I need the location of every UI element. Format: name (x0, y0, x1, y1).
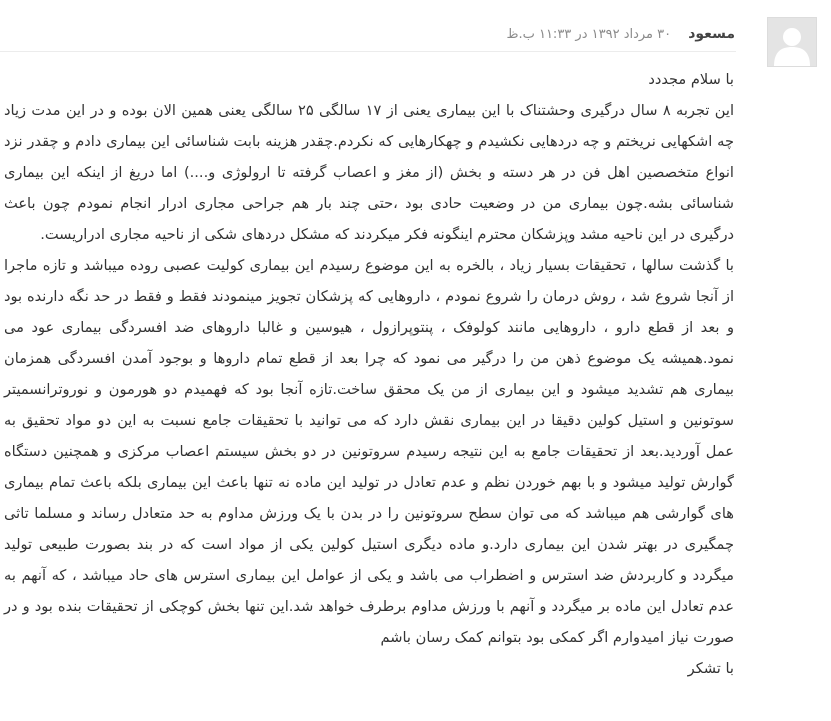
comment-closing: با تشکر (687, 660, 734, 677)
avatar-silhouette-icon (768, 18, 816, 66)
comment-greeting: با سلام مجددد (648, 71, 734, 88)
comment-divider (0, 51, 736, 52)
comment-date[interactable]: ۳۰ مرداد ۱۳۹۲ در ۱۱:۳۳ ب.ظ (506, 27, 672, 42)
comment-author[interactable]: مسعود (688, 26, 735, 42)
comment-paragraph: این تجربه ۸ سال درگیری وحشتناک با این بیماری یعنی از ۱۷ سالگی ۲۵ سالگی یعنی همین الان بوده و در این مدت زیاد چه اشکهایی نریختم و چه دردهایی نکشیدم و چهکارهایی که نکردم.چقدر هزینه بابت شناسائی این بیماری دادم و چقدر نزد انواع متخصصین اهل فن در هر دسته و بخش (از مغز و اعصاب گرفته تا ارولوژی و....) اما دریغ از اینکه این بیماری شناسائی بشه.چون بیماری من در وضعیت حادی بود ،حتی چند بار هم جراحی مجاری ادرار انجام نمودم چون باعث درگیری در این ناحیه مشد وپزشکان محترم اینگونه فکر میکردند که مشکل دردهای شکی از ناحیه مجاری ادراریست. (4, 102, 734, 243)
comment-body (4, 64, 734, 684)
comment-paragraph: با گذشت سالها ، تحقیقات بسیار زیاد ، بالخره به این موضوع رسیدم این بیماری کولیت عصبی روده میباشد و تازه ماجرا از آنجا شروع شد ، روش درمان را شروع نمودم ، داروهایی که پزشکان تجویز مینمودند فقط و فقط در حد نگه دارنده بود و بعد از قطع دارو ، داروهایی مانند کولوفک ، پنتوپرازول ، هیوسین و غالبا داروهای ضد افسردگی بیماری عود می نمود.همیشه یک موضوع ذهن من را درگیر می نمود که چرا بعد از قطع تمام داروها و بوجود آمدن افسردگی همزمان بیماری هم تشدید میشود و این بیماری از من یک محقق ساخت.تازه آنجا بود که فهمیدم دو هورمون و نوروترانسمیتر سوتونین و استیل کولین دقیقا در این بیماری نقش دارد که می توانید با تحقیقات جامع نسبت به این دو مواد تحقیق به عمل آوردید.بعد از تحقیقات جامع به این نتیجه رسیدم سروتونین در دو بخش سیستم اعصاب مرکزی و همچنین دستگاه گوارش تولید میشود و با بهم خوردن نظم و عدم تعادل در تولید این ماده نه تنها باعث این بیماری بلکه باعث تمام بیماری های گوارشی هم میباشد که می توان سطح سروتونین را در بدن با یک ورزش مداوم به حد متعادل رساند و مسلما تاثی چمگیری در بهتر شدن این بیماری دارد.و ماده دیگری استیل کولین یکی از مواد است که در بند بصورت طبیعی تولید میگردد و کاربردش ضد استرس و اضطراب می باشد و یکی از عوامل این بیماری استرس های حاد میباشد ، که آنهم به عدم تعادل این ماده بر میگردد و آنهم با ورزش مداوم برطرف خواهد شد.این تنها بخش کوچکی از تحقیقات بنده بود و در صورت نیاز امیدوارم اگر کمکی بود بتوانم کمک رسان باشم (4, 257, 734, 646)
user-avatar-icon[interactable] (767, 17, 817, 67)
comment-meta (506, 22, 735, 44)
